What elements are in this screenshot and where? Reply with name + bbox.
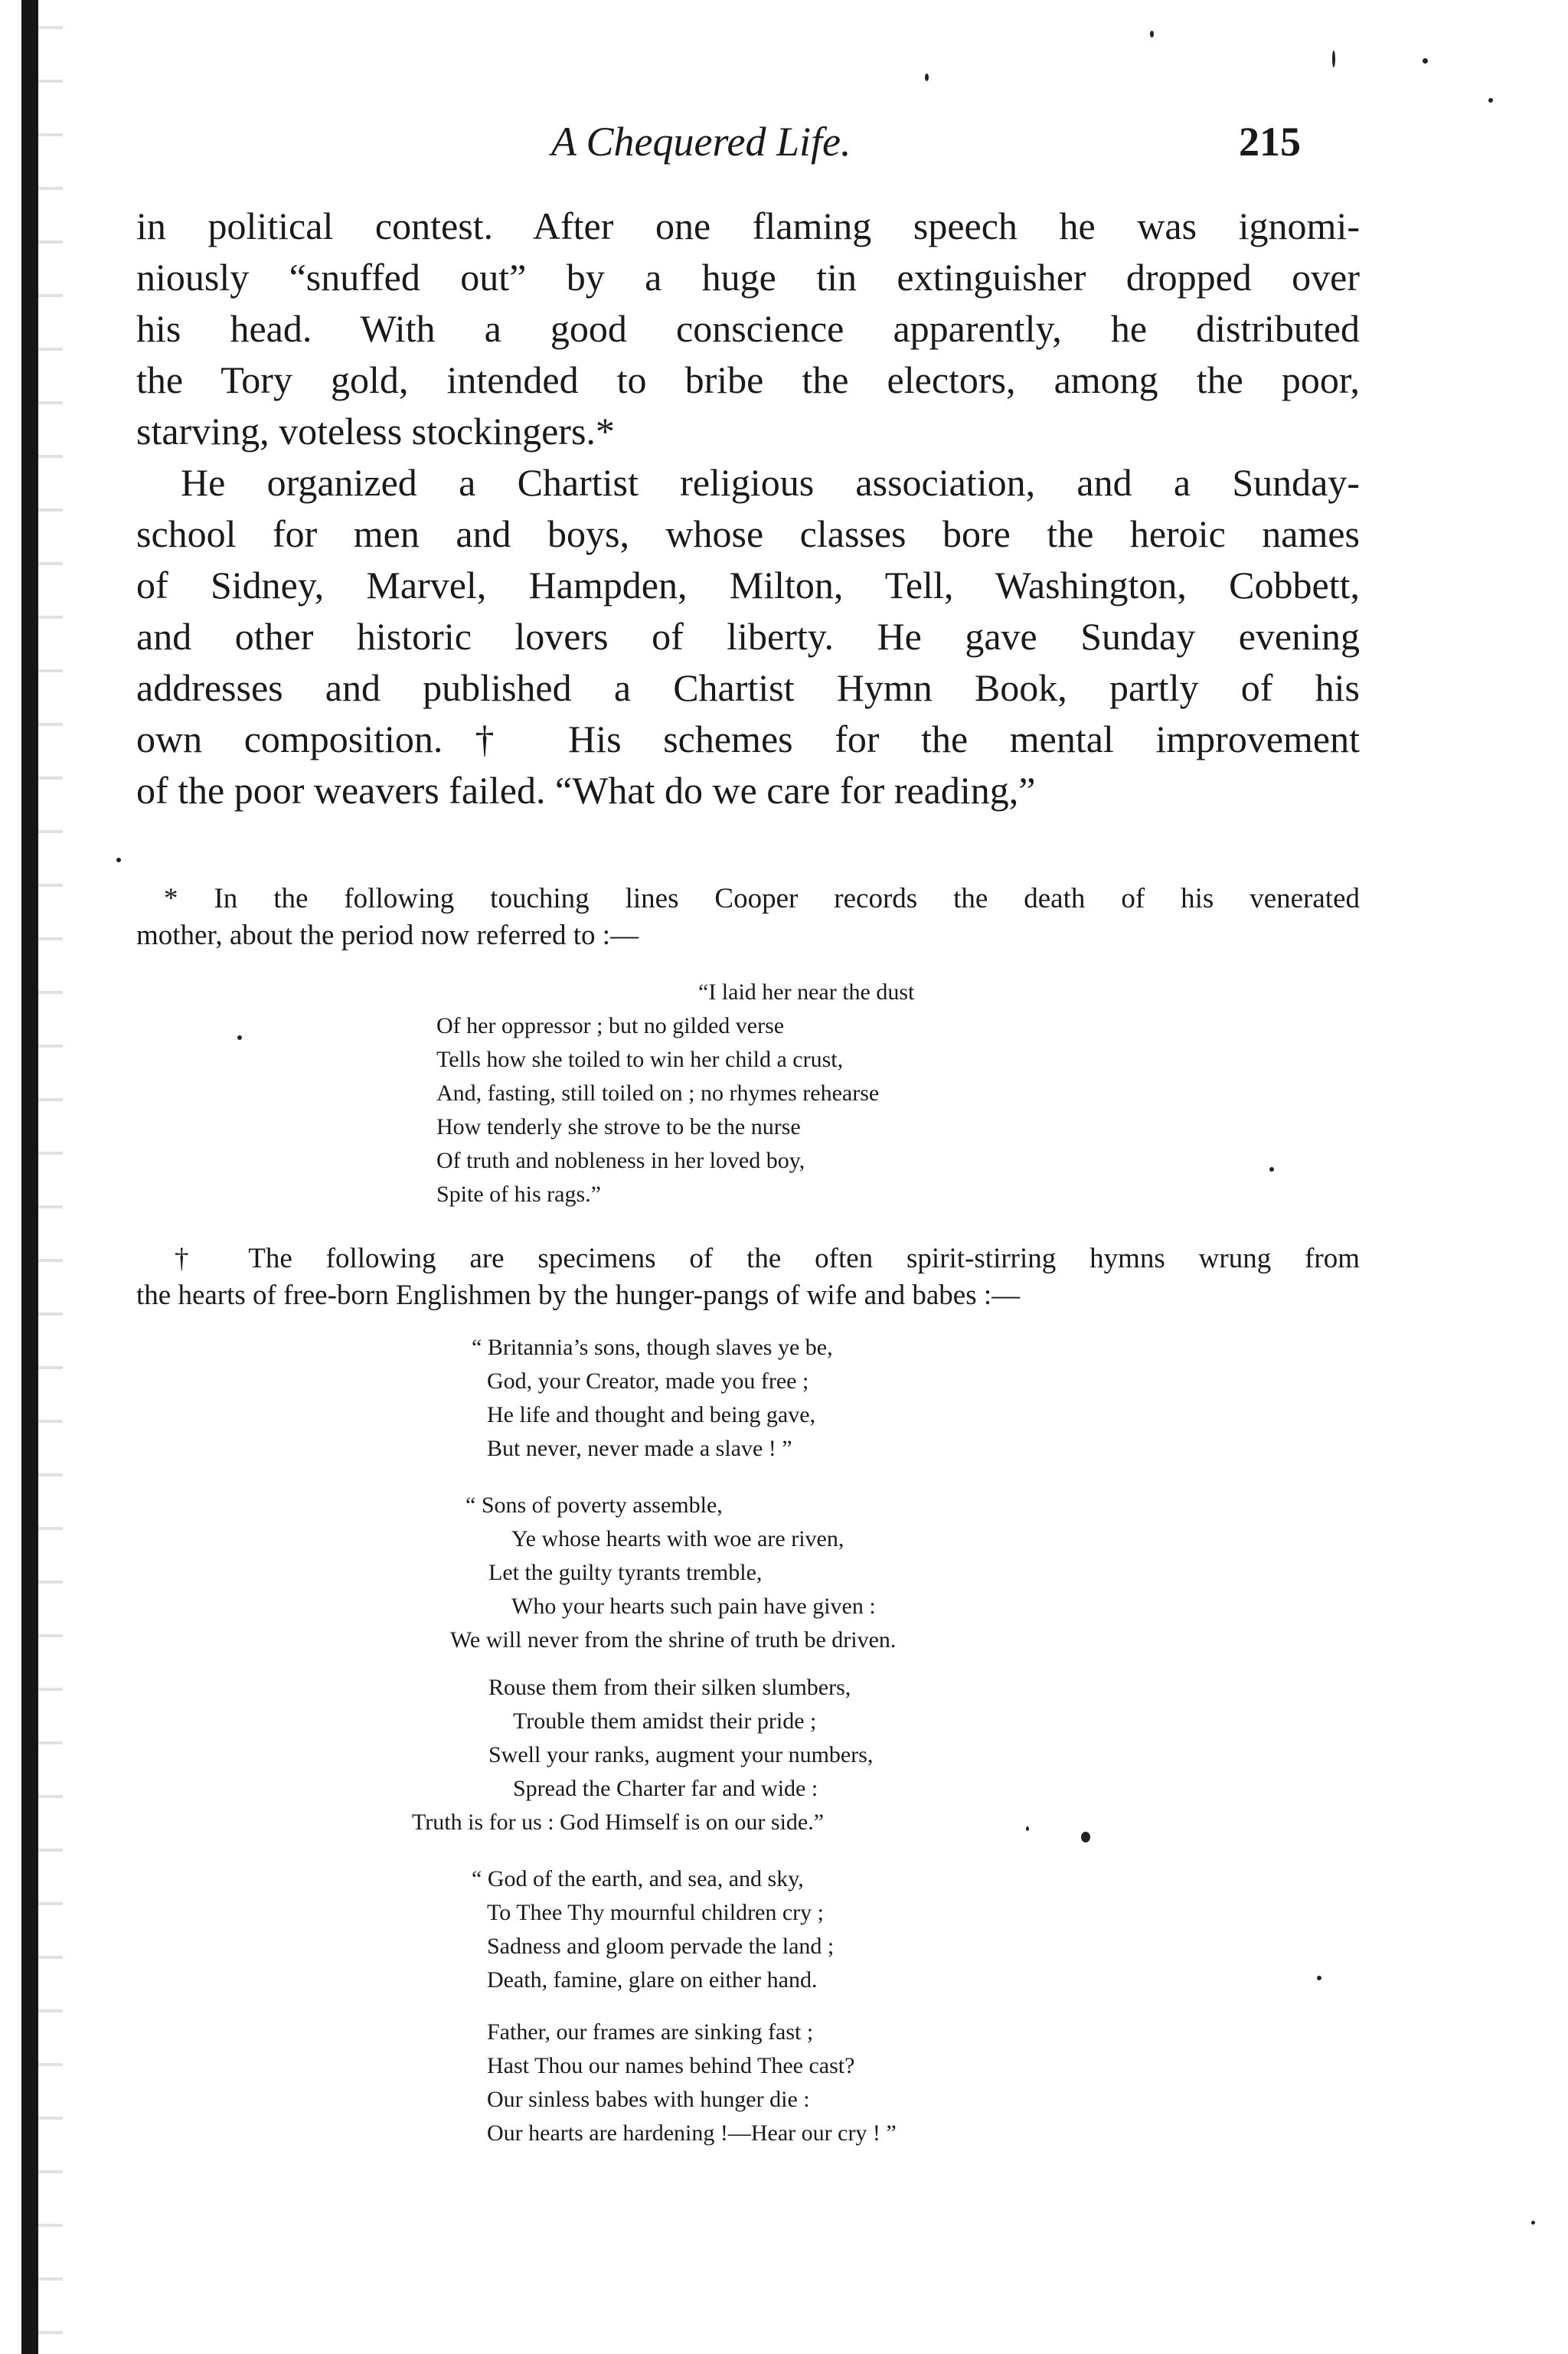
scan-speck bbox=[1488, 98, 1493, 103]
scan-speck bbox=[1150, 31, 1154, 38]
main-text bbox=[136, 201, 1360, 816]
text-line: starving, voteless stockingers.* bbox=[136, 410, 615, 453]
scan-speck bbox=[925, 74, 929, 81]
running-title: A Chequered Life. bbox=[551, 119, 851, 165]
verse-line: We will never from the shrine of truth be driven. bbox=[450, 1627, 897, 1653]
verse-line: But never, never made a slave ! ” bbox=[487, 1436, 792, 1461]
verse-line: Spite of his rags.” bbox=[436, 1182, 601, 1207]
verse-line: Trouble them amidst their pride ; bbox=[513, 1708, 817, 1734]
verse-line: “ Britannia’s sons, though slaves ye be, bbox=[472, 1335, 833, 1360]
verse-line: To Thee Thy mournful children cry ; bbox=[487, 1900, 825, 1925]
verse-line: Who your hearts such pain have given : bbox=[511, 1594, 876, 1619]
verse-line: Hast Thou our names behind Thee cast? bbox=[487, 2053, 855, 2078]
verse-line: Sadness and gloom pervade the land ; bbox=[487, 1934, 835, 1959]
hymn-stanza-4 bbox=[472, 1862, 1360, 1997]
footnote-line: mother, about the period now referred to :— bbox=[136, 920, 639, 951]
text-line: the Tory gold, intended to bribe the electors, among the poor, bbox=[136, 358, 1360, 401]
scan-binding-edge bbox=[21, 0, 38, 2354]
verse-line: Rouse them from their silken slumbers, bbox=[488, 1675, 851, 1700]
scan-speck bbox=[1531, 2221, 1535, 2225]
verse-line: And, fasting, still toiled on ; no rhymes rehearse bbox=[436, 1081, 880, 1106]
verse-line: Our hearts are hardening !—Hear our cry ! ” bbox=[487, 2120, 897, 2146]
scan-speck bbox=[1332, 51, 1335, 67]
verse-line: Swell your ranks, augment your numbers, bbox=[488, 1742, 874, 1767]
verse-line: Father, our frames are sinking fast ; bbox=[487, 2019, 814, 2045]
hymn-stanza-5 bbox=[487, 2016, 1360, 2150]
text-line: school for men and boys, whose classes bore the heroic names bbox=[136, 512, 1360, 555]
verse-line: God, your Creator, made you free ; bbox=[487, 1368, 809, 1394]
text-line: of Sidney, Marvel, Hampden, Milton, Tell, Washington, Cobbett, bbox=[136, 564, 1360, 606]
scan-speck bbox=[116, 858, 121, 862]
verse-line: He life and thought and being gave, bbox=[487, 1402, 816, 1427]
text-line: in political contest. After one flaming speech he was ignomi- bbox=[136, 204, 1360, 247]
footnote-1-verse bbox=[436, 976, 1360, 1211]
verse-line: Spread the Charter far and wide : bbox=[513, 1776, 818, 1801]
verse-line: “I laid her near the dust bbox=[698, 979, 915, 1005]
text-line: of the poor weavers failed. “What do we care for reading,” bbox=[136, 769, 1036, 812]
verse-line: Ye whose hearts with woe are riven, bbox=[511, 1526, 844, 1551]
verse-line: Truth is for us : God Himself is on our side.” bbox=[412, 1810, 825, 1835]
text-line: his head. With a good conscience apparently, he distributed bbox=[136, 307, 1360, 350]
hymn-stanza-1 bbox=[472, 1331, 1360, 1466]
verse-line: “ God of the earth, and sea, and sky, bbox=[472, 1866, 804, 1891]
page-header bbox=[0, 115, 1568, 168]
text-line: addresses and published a Chartist Hymn Book, partly of his bbox=[136, 666, 1360, 709]
verse-line: Death, famine, glare on either hand. bbox=[487, 1967, 818, 1993]
text-line: and other historic lovers of liberty. He gave Sunday evening bbox=[136, 615, 1360, 658]
verse-line: Of truth and nobleness in her loved boy, bbox=[436, 1148, 805, 1173]
text-line: own composition.† His schemes for the mental improvement bbox=[136, 718, 1360, 760]
hymn-stanza-3 bbox=[412, 1671, 1360, 1839]
footnote-line: the hearts of free-born Englishmen by the hunger-pangs of wife and babes :— bbox=[136, 1280, 1021, 1311]
verse-line: Tells how she toiled to win her child a crust, bbox=[436, 1047, 844, 1072]
hymn-stanza-2 bbox=[450, 1489, 1360, 1657]
verse-line: Of her oppressor ; but no gilded verse bbox=[436, 1013, 785, 1038]
footnote-line: † The following are specimens of the often spirit-stirring hymns wrung from bbox=[175, 1243, 1360, 1274]
text-line: He organized a Chartist religious association, and a Sunday- bbox=[181, 461, 1360, 504]
verse-line: Our sinless babes with hunger die : bbox=[487, 2087, 810, 2112]
verse-line: Let the guilty tyrants tremble, bbox=[488, 1560, 763, 1585]
footnote-1 bbox=[136, 881, 1360, 954]
footnote-2 bbox=[136, 1241, 1360, 1314]
verse-line: “ Sons of poverty assemble, bbox=[466, 1493, 723, 1518]
scan-speck bbox=[1423, 58, 1428, 64]
footnotes bbox=[136, 881, 1360, 2150]
verse-line: How tenderly she strove to be the nurse bbox=[436, 1114, 801, 1139]
footnote-line: * In the following touching lines Cooper records the death of his venerated bbox=[164, 883, 1360, 914]
page-number: 215 bbox=[1239, 119, 1301, 165]
text-line: niously “snuffed out” by a huge tin extinguisher dropped over bbox=[136, 256, 1360, 299]
scan-gutter-shadow bbox=[38, 0, 63, 2354]
